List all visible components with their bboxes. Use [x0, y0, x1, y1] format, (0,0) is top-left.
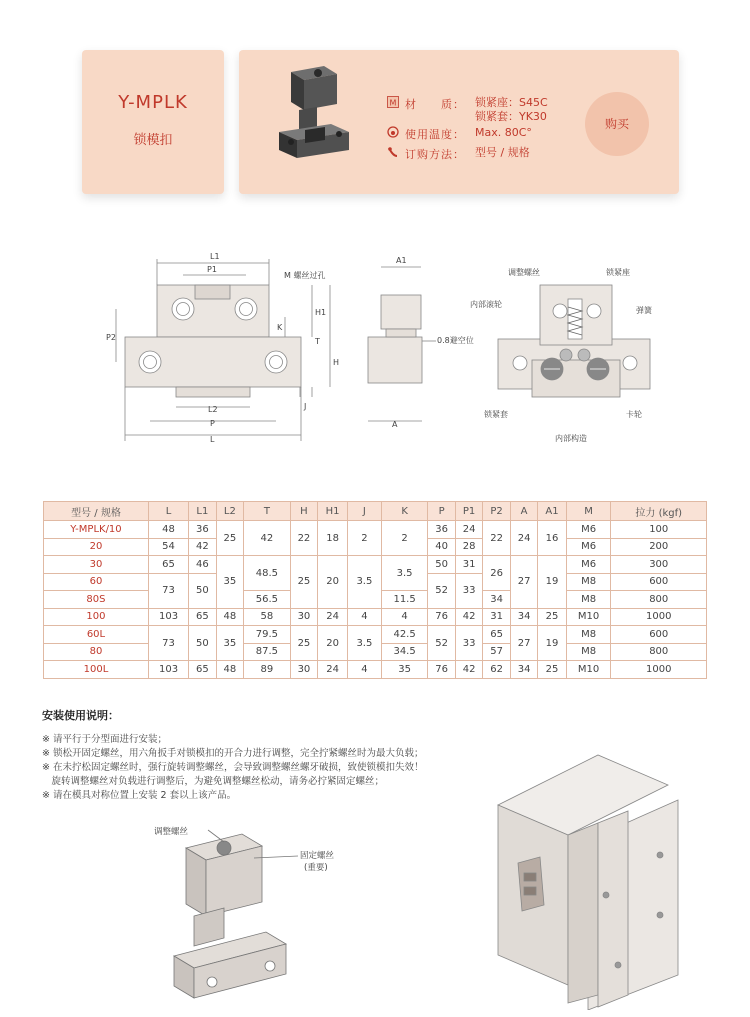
assembly-illustration	[150, 818, 370, 1013]
table-cell: 42	[189, 538, 216, 556]
table-header-row	[44, 502, 707, 521]
dim-T: T	[315, 337, 320, 346]
label-lock-sleeve: 锁紧套	[484, 410, 508, 419]
table-cell: 19	[538, 556, 566, 609]
table-row	[44, 556, 707, 574]
dim-H1: H1	[315, 308, 327, 317]
table-cell: 22	[290, 521, 317, 556]
label-adjust-screw: 调整螺丝	[508, 268, 540, 277]
table-cell: 27	[510, 626, 537, 661]
table-cell: 27	[510, 556, 537, 609]
table-header-cell: 型号 / 规格	[44, 502, 149, 521]
dim-P2: P2	[106, 333, 116, 342]
table-cell: M6	[566, 556, 611, 574]
table-cell: 56.5	[244, 591, 291, 609]
product-spec-card	[239, 50, 679, 194]
table-cell: 1000	[611, 661, 707, 679]
dim-H: H	[333, 358, 340, 367]
model-cell: Y-MPLK/10	[44, 521, 149, 539]
buy-button[interactable]: 购买	[585, 92, 649, 156]
table-cell: 24	[455, 521, 482, 539]
table-cell: 22	[483, 521, 510, 556]
table-cell: 24	[510, 521, 537, 556]
table-cell: M10	[566, 661, 611, 679]
table-cell: 36	[189, 521, 216, 539]
table-header-cell: L1	[189, 502, 216, 521]
table-cell: 42	[455, 608, 482, 626]
table-cell: 34	[510, 661, 537, 679]
table-cell: 87.5	[244, 643, 291, 661]
table-cell: M8	[566, 643, 611, 661]
note-item: ※ 请在模具对称位置上安装 2 套以上该产品。	[42, 790, 237, 801]
table-cell: 62	[483, 661, 510, 679]
table-cell: 4	[381, 608, 428, 626]
table-cell: 65	[483, 626, 510, 644]
table-cell: 3.5	[347, 556, 381, 609]
table-cell: 34	[510, 608, 537, 626]
table-row	[44, 626, 707, 644]
table-cell: 73	[148, 626, 188, 661]
dim-P: P	[210, 419, 215, 428]
table-cell: 57	[483, 643, 510, 661]
order-value: 型号 / 规格	[475, 146, 530, 159]
table-cell: 2	[381, 521, 428, 556]
table-cell: 25	[538, 661, 566, 679]
note-item: ※ 在未拧松固定螺丝时，强行旋转调整螺丝，会导致调整螺丝螺牙破损，致使锁模扣失效！	[42, 762, 424, 773]
table-cell: 65	[148, 556, 188, 574]
table-cell: 16	[538, 521, 566, 556]
table-cell: 33	[455, 573, 482, 608]
table-cell: 35	[216, 626, 243, 661]
dim-L: L	[210, 435, 215, 444]
table-cell: 4	[347, 661, 381, 679]
table-cell: 48	[216, 608, 243, 626]
table-cell: 11.5	[381, 591, 428, 609]
label-roller: 内部滚轮	[470, 300, 502, 309]
table-header-cell: P	[428, 502, 455, 521]
table-cell: 40	[428, 538, 455, 556]
table-header-cell: J	[347, 502, 381, 521]
model-cell: 60L	[44, 626, 149, 644]
table-cell: 18	[318, 521, 348, 556]
dim-K: K	[277, 323, 283, 332]
spec-table	[43, 501, 707, 679]
spec-material	[387, 96, 548, 124]
table-cell: 36	[428, 521, 455, 539]
table-cell: 48.5	[244, 556, 291, 591]
table-cell: 33	[455, 626, 482, 661]
table-cell: 3.5	[347, 626, 381, 661]
model-cell: 20	[44, 538, 149, 556]
spec-temperature	[387, 126, 532, 142]
table-header-cell: M	[566, 502, 611, 521]
table-cell: 200	[611, 538, 707, 556]
table-cell: 50	[189, 626, 216, 661]
table-cell: M10	[566, 608, 611, 626]
table-cell: M6	[566, 538, 611, 556]
note-item: ※ 锁松开固定螺丝，用六角扳手对锁模扣的开合力进行调整，完全拧紧螺丝时为最大负载；	[42, 748, 424, 759]
table-cell: 31	[455, 556, 482, 574]
table-header-cell: P2	[483, 502, 510, 521]
table-cell: 30	[290, 608, 317, 626]
table-header-cell: A	[510, 502, 537, 521]
assembly-label-adjust: 调整螺丝	[154, 827, 189, 837]
table-cell: 20	[318, 626, 348, 661]
table-cell: 4	[347, 608, 381, 626]
label-latch: 卡轮	[626, 410, 642, 419]
table-header-cell: L	[148, 502, 188, 521]
table-cell: 50	[189, 573, 216, 608]
install-notes	[42, 709, 502, 803]
temperature-value: Max. 80C°	[475, 126, 532, 139]
material-value-seat: 锁紧座：S45C	[475, 96, 548, 109]
table-cell: 25	[216, 521, 243, 556]
note-item: ※ 请平行于分型面进行安装；	[42, 734, 167, 745]
table-cell: M8	[566, 626, 611, 644]
dim-J: J	[304, 402, 307, 411]
table-cell: 65	[189, 661, 216, 679]
temperature-label: 使用温度：	[405, 128, 465, 141]
table-cell: 79.5	[244, 626, 291, 644]
table-cell: 48	[148, 521, 188, 539]
product-title-card	[82, 50, 224, 194]
table-cell: 73	[148, 573, 188, 608]
material-value-sleeve: 锁紧套：YK30	[475, 110, 547, 123]
table-cell: 31	[483, 608, 510, 626]
product-model: Y-MPLK	[118, 92, 188, 113]
table-cell: 24	[318, 608, 348, 626]
model-cell: 80	[44, 643, 149, 661]
table-cell: 52	[428, 573, 455, 608]
model-cell: 60	[44, 573, 149, 591]
table-header-cell: T	[244, 502, 291, 521]
dim-P1: P1	[207, 265, 217, 274]
table-cell: 76	[428, 608, 455, 626]
table-header-cell: K	[381, 502, 428, 521]
table-cell: 42.5	[381, 626, 428, 644]
table-cell: 600	[611, 626, 707, 644]
table-cell: 76	[428, 661, 455, 679]
model-cell: 100L	[44, 661, 149, 679]
model-cell: 100	[44, 608, 149, 626]
material-icon	[387, 96, 399, 108]
order-label: 订购方法：	[405, 148, 465, 161]
table-cell: 1000	[611, 608, 707, 626]
dim-A: A	[392, 420, 398, 429]
table-cell: 300	[611, 556, 707, 574]
order-icon	[387, 146, 399, 158]
table-cell: 54	[148, 538, 188, 556]
table-cell: 89	[244, 661, 291, 679]
table-cell: 103	[148, 661, 188, 679]
table-cell: 24	[318, 661, 348, 679]
table-row	[44, 608, 707, 626]
table-header-cell: H	[290, 502, 317, 521]
table-cell: 19	[538, 626, 566, 661]
table-row	[44, 521, 707, 539]
table-cell: 65	[189, 608, 216, 626]
dim-M: M 螺丝过孔	[284, 271, 326, 280]
table-cell: 58	[244, 608, 291, 626]
table-cell: 48	[216, 661, 243, 679]
dim-L1: L1	[210, 252, 220, 261]
material-label: 材 质：	[405, 98, 465, 111]
spec-order	[387, 146, 530, 162]
temperature-icon	[387, 126, 399, 138]
table-header-cell: 拉力 (kgf)	[611, 502, 707, 521]
table-cell: 28	[455, 538, 482, 556]
table-cell: 103	[148, 608, 188, 626]
table-cell: 35	[381, 661, 428, 679]
table-cell: M8	[566, 573, 611, 591]
technical-drawings	[0, 245, 750, 455]
table-cell: 30	[290, 661, 317, 679]
table-cell: 46	[189, 556, 216, 574]
mold-illustration	[488, 745, 718, 1010]
table-cell: 34	[483, 591, 510, 609]
product-name: 锁模扣	[133, 133, 173, 148]
table-cell: 26	[483, 556, 510, 591]
dim-gap: 0.8避空位	[437, 336, 474, 345]
table-cell: 2	[347, 521, 381, 556]
label-lock-seat: 锁紧座	[606, 268, 630, 277]
dim-A1: A1	[396, 256, 407, 265]
table-cell: 3.5	[381, 556, 428, 591]
table-cell: M6	[566, 521, 611, 539]
model-cell: 30	[44, 556, 149, 574]
table-cell: 35	[216, 556, 243, 609]
table-cell: 600	[611, 573, 707, 591]
table-cell: 800	[611, 643, 707, 661]
table-cell: 100	[611, 521, 707, 539]
table-cell: 800	[611, 591, 707, 609]
table-header-cell: L2	[216, 502, 243, 521]
table-cell: 25	[290, 626, 317, 661]
table-cell: M8	[566, 591, 611, 609]
product-image	[269, 62, 359, 172]
table-cell: 25	[290, 556, 317, 609]
table-row	[44, 661, 707, 679]
dim-L2: L2	[208, 405, 218, 414]
table-cell: 34.5	[381, 643, 428, 661]
table-cell: 20	[318, 556, 348, 609]
table-cell: 50	[428, 556, 455, 574]
svg-text:M: M	[389, 98, 397, 108]
table-header-cell: A1	[538, 502, 566, 521]
assembly-label-fix: 固定螺丝	[300, 851, 335, 861]
model-cell: 80S	[44, 591, 149, 609]
note-item: 旋转调整螺丝对负载进行调整后，为避免调整螺丝松动，请务必拧紧固定螺丝；	[42, 776, 385, 787]
notes-title: 安装使用说明：	[42, 709, 119, 722]
table-cell: 42	[244, 521, 291, 556]
internal-caption: 内部构造	[555, 434, 587, 443]
table-header-cell: H1	[318, 502, 348, 521]
table-cell: 25	[538, 608, 566, 626]
assembly-label-fix-note: (重要)	[304, 863, 328, 873]
label-spring: 弹簧	[636, 306, 652, 315]
table-header-cell: P1	[455, 502, 482, 521]
table-cell: 42	[455, 661, 482, 679]
table-cell: 52	[428, 626, 455, 661]
